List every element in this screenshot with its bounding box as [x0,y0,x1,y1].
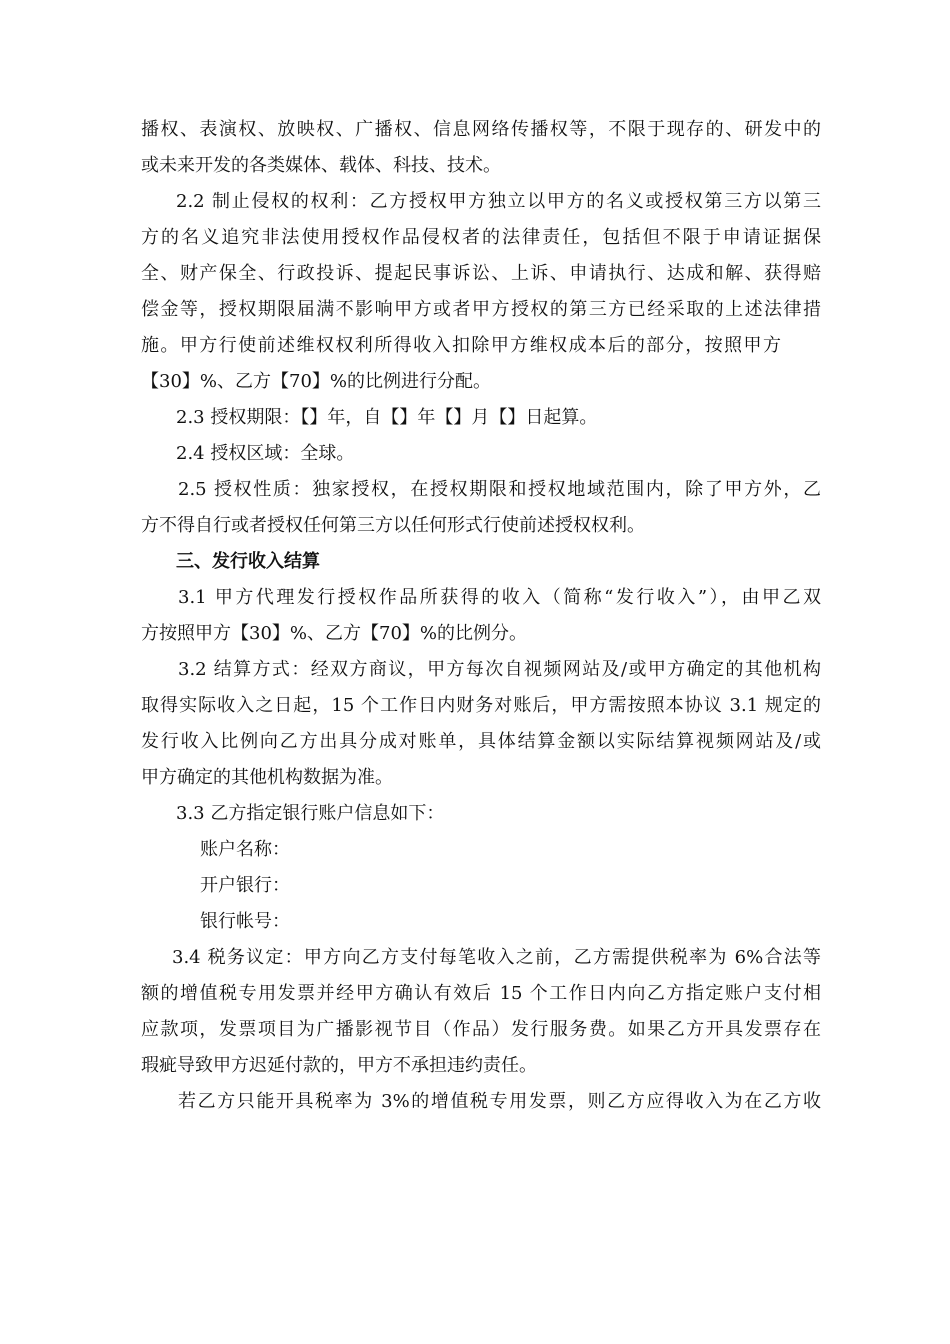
clause-2-5: 2.5 授权性质：独家授权，在授权期限和授权地域范围内，除了甲方外，乙 [178,479,821,500]
text-line: 甲方确定的其他机构数据为准。 [141,767,393,788]
clause-3-3: 3.3 乙方指定银行账户信息如下： [176,803,445,824]
clause-3-1: 3.1 甲方代理发行授权作品所获得的收入（简称“发行收入”），由甲乙双 [178,587,821,608]
clause-2-3: 2.3 授权期限：【】年，自【】年【】月【】日起算。 [176,407,598,428]
text-line: 偿金等，授权期限届满不影响甲方或者甲方授权的第三方已经采取的上述法律措 [141,299,821,320]
bank-name-label: 开户银行： [200,875,290,896]
text-line: 播权、表演权、放映权、广播权、信息网络传播权等，不限于现存的、研发中的 [141,119,821,140]
clause-2-4: 2.4 授权区域：全球。 [176,443,355,464]
text-line: 全、财产保全、行政投诉、提起民事诉讼、上诉、申请执行、达成和解、获得赔 [141,263,821,284]
section-3-heading: 三、发行收入结算 [176,551,320,572]
clause-2-2-heading: 2.2 制止侵权的权利：乙方授权甲方独立以甲方的名义或授权第三方以第三 [176,191,821,212]
text-line: 若乙方只能开具税率为 3%的增值税专用发票，则乙方应得收入为在乙方收 [178,1091,821,1112]
text-line: 额的增值税专用发票并经甲方确认有效后 15 个工作日内向乙方指定账户支付相 [141,983,821,1004]
text-line: 应款项，发票项目为广播影视节目（作品）发行服务费。如果乙方开具发票存在 [141,1019,821,1040]
text-line: 施。甲方行使前述维权权利所得收入扣除甲方维权成本后的部分，按照甲方 [141,335,781,356]
account-name-label: 账户名称： [200,839,290,860]
text-line: 【30】%、乙方【70】%的比例进行分配。 [141,371,492,392]
text-line: 瑕疵导致甲方迟延付款的，甲方不承担违约责任。 [141,1055,537,1076]
text-line: 或未来开发的各类媒体、载体、科技、技术。 [141,155,501,176]
text-line: 取得实际收入之日起，15 个工作日内财务对账后，甲方需按照本协议 3.1 规定的 [141,695,821,716]
clause-3-2: 3.2 结算方式：经双方商议，甲方每次自视频网站及/或甲方确定的其他机构 [178,659,821,680]
text-line: 方不得自行或者授权任何第三方以任何形式行使前述授权权利。 [141,515,645,536]
clause-3-4: 3.4 税务议定：甲方向乙方支付每笔收入之前，乙方需提供税率为 6%合法等 [172,947,821,968]
text-line: 方的名义追究非法使用授权作品侵权者的法律责任，包括但不限于申请证据保 [141,227,821,248]
account-number-label: 银行帐号： [200,911,290,932]
text-line: 发行收入比例向乙方出具分成对账单，具体结算金额以实际结算视频网站及/或 [141,731,821,752]
text-line: 方按照甲方【30】%、乙方【70】%的比例分。 [141,623,528,644]
